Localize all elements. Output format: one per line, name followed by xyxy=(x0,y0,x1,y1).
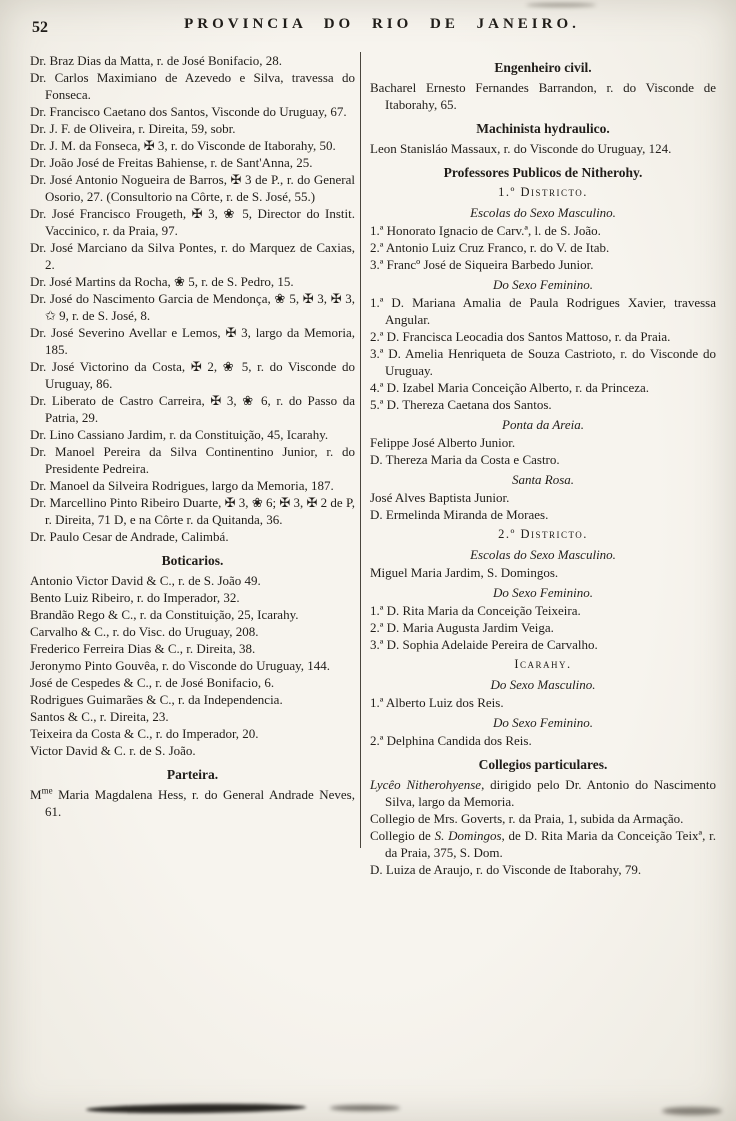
subsection-heading: Ponta da Areia. xyxy=(502,417,584,432)
district-heading: 2.º Districto. xyxy=(498,527,588,541)
directory-entry: D. Ermelinda Miranda de Moraes. xyxy=(370,507,549,522)
subsection-heading: Do Sexo Feminino. xyxy=(492,715,593,730)
directory-entry: Rodrigues Guimarães & C., r. da Independencia. xyxy=(30,692,283,707)
directory-entry: Dr. João José de Freitas Bahiense, r. de Sant'Anna, 25. xyxy=(30,155,313,170)
directory-entry: 5.ª D. Thereza Caetana dos Santos. xyxy=(370,397,552,412)
directory-entry: Dr. José do Nascimento Garcia de Mendonça, ❀ 5, ✠ 3, ✠ 3, ✩ 9, r. de S. José, 8. xyxy=(30,291,355,323)
directory-entry: D. Luiza de Araujo, r. do Visconde de Itaborahy, 79. xyxy=(370,862,642,877)
section-heading: Collegios particulares. xyxy=(478,757,608,772)
directory-entry: Lycêo Nitherohyense, dirigido pelo Dr. Antonio do Nascimento Silva, largo da Memoria. xyxy=(370,777,716,809)
directory-entry: 2.ª Antonio Luiz Cruz Franco, r. do V. de Itab. xyxy=(370,240,610,255)
page-title: PROVINCIA DO RIO DE JANEIRO. xyxy=(184,16,580,32)
section-heading: Machinista hydraulico. xyxy=(476,121,610,136)
directory-entry: Brandão Rego & C., r. da Constituição, 25, Icarahy. xyxy=(30,607,299,622)
directory-entry: Dr. Braz Dias da Matta, r. de José Bonifacio, 28. xyxy=(30,53,282,68)
directory-entry: Victor David & C. r. de S. João. xyxy=(30,743,196,758)
page-number: 52 xyxy=(32,19,48,36)
directory-entry: D. Thereza Maria da Costa e Castro. xyxy=(370,452,560,467)
section-heading: Engenheiro civil. xyxy=(494,60,592,75)
directory-entry: Dr. Carlos Maximiano de Azevedo e Silva, travessa do Fonseca. xyxy=(30,70,355,102)
directory-entry: Dr. José Victorino da Costa, ✠ 2, ❀ 5, r. do Visconde do Uruguay, 86. xyxy=(30,359,355,391)
directory-entry: Dr. Manoel da Silveira Rodrigues, largo da Memoria, 187. xyxy=(30,478,334,493)
directory-entry: Leon Stanisláo Massaux, r. do Visconde do Uruguay, 124. xyxy=(370,141,672,156)
directory-entry: Jeronymo Pinto Gouvêa, r. do Visconde do Uruguay, 144. xyxy=(30,658,330,673)
section-heading: Boticarios. xyxy=(161,553,224,568)
directory-entry: 2.ª Delphina Candida dos Reis. xyxy=(370,733,532,748)
directory-entry: $M^{me}$ Maria Magdalena Hess, r. do General Andrade Neves, 61. xyxy=(30,785,355,819)
directory-entry: Dr. J. F. de Oliveira, r. Direita, 59, sobr. xyxy=(30,121,236,136)
subsection-heading: Do Sexo Masculino. xyxy=(490,677,596,692)
directory-entry: Dr. Paulo Cesar de Andrade, Calimbá. xyxy=(30,529,229,544)
directory-entry: Bacharel Ernesto Fernandes Barrandon, r. do Visconde de Itaborahy, 65. xyxy=(370,80,716,112)
subsection-heading: Escolas do Sexo Masculino. xyxy=(470,205,616,220)
directory-entry: Felippe José Alberto Junior. xyxy=(370,435,516,450)
directory-entry: 1.ª Alberto Luiz dos Reis. xyxy=(370,695,504,710)
directory-entry: 2.ª D. Francisca Leocadia dos Santos Mattoso, r. da Praia. xyxy=(370,329,671,344)
directory-entry: Collegio de S. Domingos, de D. Rita Maria da Conceição Teixª, r. da Praia, 375, S. Dom. xyxy=(370,828,717,860)
district-heading: 1.º Districto. xyxy=(498,185,588,199)
directory-entry: 1.ª D. Rita Maria da Conceição Teixeira. xyxy=(370,603,581,618)
page-content xyxy=(30,52,716,878)
right-column xyxy=(366,52,716,878)
directory-entry: Bento Luiz Ribeiro, r. do Imperador, 32. xyxy=(30,590,240,605)
section-heading: Parteira. xyxy=(166,767,219,782)
directory-entry: 3.ª D. Sophia Adelaide Pereira de Carvalho. xyxy=(370,637,598,652)
scan-artifact xyxy=(86,1103,306,1114)
section-heading: Professores Publicos de Nitherohy. xyxy=(443,165,643,180)
directory-entry: 2.ª D. Maria Augusta Jardim Veiga. xyxy=(370,620,554,635)
directory-entry: Santos & C., r. Direita, 23. xyxy=(30,709,169,724)
subsection-heading: Escolas do Sexo Masculino. xyxy=(470,547,616,562)
directory-entry: Carvalho & C., r. do Visc. do Uruguay, 208. xyxy=(30,624,259,639)
directory-entry: 4.ª D. Izabel Maria Conceição Alberto, r. da Princeza. xyxy=(370,380,650,395)
directory-entry: Dr. Lino Cassiano Jardim, r. da Constituição, 45, Icarahy. xyxy=(30,427,329,442)
directory-entry: Teixeira da Costa & C., r. do Imperador, 20. xyxy=(30,726,259,741)
directory-entry: 1.ª D. Mariana Amalia de Paula Rodrigues Xavier, travessa Angular. xyxy=(370,295,716,327)
directory-entry: Dr. J. M. da Fonseca, ✠ 3, r. do Visconde de Itaborahy, 50. xyxy=(30,138,336,153)
directory-entry: Dr. Marcellino Pinto Ribeiro Duarte, ✠ 3, ❀ 6; ✠ 3, ✠ 2 de P, r. Direita, 71 D, e na Côrte r. da Quitanda, 36. xyxy=(30,495,355,527)
directory-entry: Dr. José Martins da Rocha, ❀ 5, r. de S. Pedro, 15. xyxy=(30,274,294,289)
directory-entry: Dr. Francisco Caetano dos Santos, Visconde do Uruguay, 67. xyxy=(30,104,347,119)
directory-entry: José Alves Baptista Junior. xyxy=(370,490,510,505)
directory-entry: Dr. Liberato de Castro Carreira, ✠ 3, ❀ 6, r. do Passo da Patria, 29. xyxy=(30,393,355,425)
page-header xyxy=(30,16,716,44)
directory-entry: Dr. José Marciano da Silva Pontes, r. do Marquez de Caxias, 2. xyxy=(30,240,355,272)
directory-entry: 1.ª Honorato Ignacio de Carv.ª, l. de S. João. xyxy=(370,223,601,238)
column-divider xyxy=(360,52,361,848)
subsection-heading: Do Sexo Feminino. xyxy=(492,585,593,600)
scan-artifact xyxy=(662,1107,722,1115)
directory-entry: 3.ª D. Amelia Henriqueta de Souza Castrioto, r. do Visconde do Uruguay. xyxy=(370,346,716,378)
district-heading: Icarahy. xyxy=(514,657,572,671)
directory-entry: Miguel Maria Jardim, S. Domingos. xyxy=(370,565,559,580)
directory-entry: Collegio de Mrs. Goverts, r. da Praia, 1, subida da Armação. xyxy=(370,811,684,826)
directory-entry: Dr. José Francisco Frougeth, ✠ 3, ❀ 5, Director do Instit. Vaccinico, r. da Praia, 97. xyxy=(30,206,355,238)
scan-artifact xyxy=(526,3,596,7)
subsection-heading: Do Sexo Feminino. xyxy=(492,277,593,292)
scan-artifact xyxy=(330,1105,400,1111)
directory-entry: Antonio Victor David & C., r. de S. João 49. xyxy=(30,573,261,588)
directory-entry: 3.ª Francº José de Siqueira Barbedo Junior. xyxy=(370,257,594,272)
directory-entry: José de Cespedes & C., r. de José Bonifacio, 6. xyxy=(30,675,275,690)
directory-entry: Frederico Ferreira Dias & C., r. Direita, 38. xyxy=(30,641,256,656)
directory-entry: Dr. José Antonio Nogueira de Barros, ✠ 3 de P., r. do General Osorio, 27. (Consultorio na Côrte, r. de S. José, 55.) xyxy=(30,172,355,204)
directory-entry: Dr. José Severino Avellar e Lemos, ✠ 3, largo da Memoria, 185. xyxy=(30,325,355,357)
directory-entry: Dr. Manoel Pereira da Silva Continentino Junior, r. do Presidente Pedreira. xyxy=(30,444,355,476)
subsection-heading: Santa Rosa. xyxy=(511,472,575,487)
left-column xyxy=(30,52,360,878)
